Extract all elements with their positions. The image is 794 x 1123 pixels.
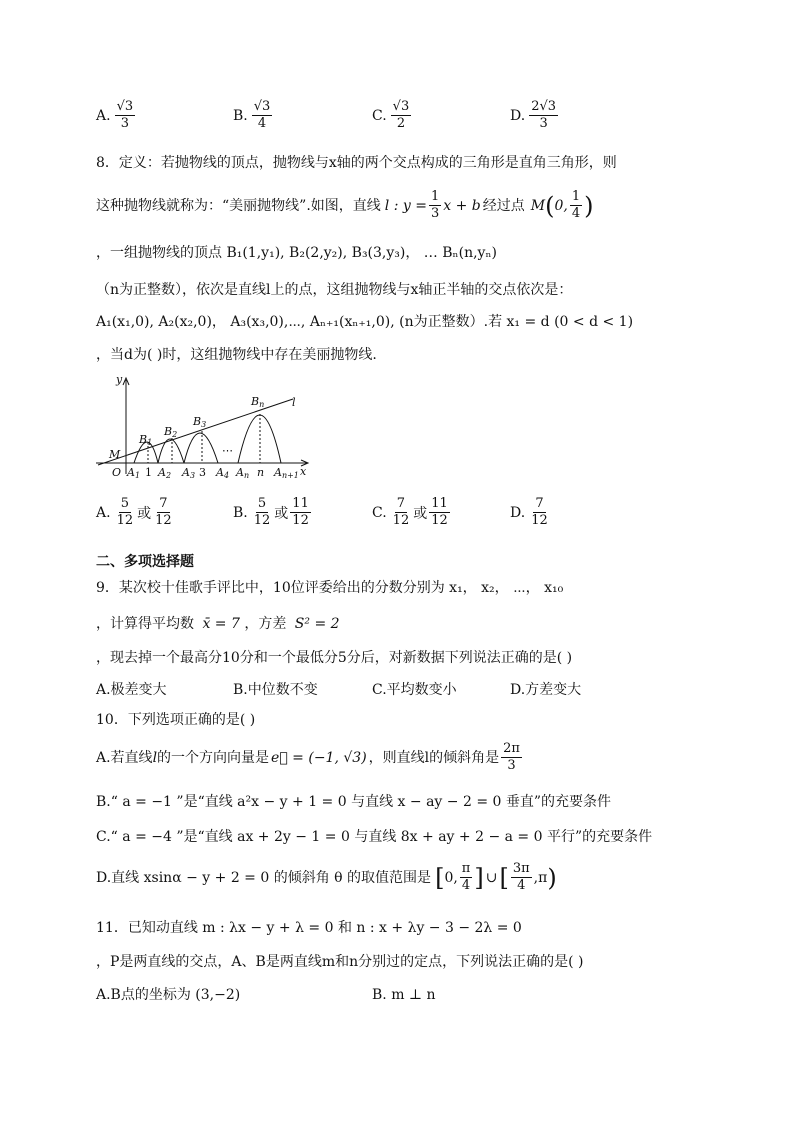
q8-line4: （n为正整数），依次是直线l上的点，这组抛物线与x轴正半轴的交点依次是： xyxy=(96,282,573,298)
q9-line3: ，现去掉一个最高分10分和一个最低分5分后，对新数据下列说法正确的是( ) xyxy=(96,650,573,666)
variance-expr: S² = 2 xyxy=(294,616,340,632)
option-label: D. xyxy=(510,107,526,124)
denominator: 12 xyxy=(431,513,448,528)
option-label: D. xyxy=(510,504,526,521)
label-O: O xyxy=(112,466,122,479)
label-Bn: Bn xyxy=(251,395,265,409)
q8-options xyxy=(96,497,716,537)
q9-option-a: A.极差变大 xyxy=(96,682,167,698)
option-label: B. xyxy=(233,504,248,521)
fraction xyxy=(290,497,311,528)
fraction xyxy=(252,497,273,528)
fraction xyxy=(391,100,412,131)
point-x: 0, xyxy=(554,197,568,214)
point-label: M xyxy=(530,197,546,214)
text: ,π xyxy=(533,869,548,886)
numerator: 1 xyxy=(430,189,440,204)
numerator: 7 xyxy=(396,496,406,511)
or-text: 或 xyxy=(274,505,289,522)
numerator: 11 xyxy=(431,496,448,511)
denominator: 12 xyxy=(292,513,309,528)
numerator: √3 xyxy=(116,99,134,114)
numerator: π xyxy=(461,861,471,876)
denominator: 4 xyxy=(461,878,471,893)
option-label: A. xyxy=(96,107,111,124)
q9-option-b: B.中位数不变 xyxy=(233,682,318,698)
denominator: 3 xyxy=(507,758,516,773)
text: ，则直线l的倾斜角是 xyxy=(368,749,500,766)
q11-option-a: A.B点的坐标为 (3,−2) xyxy=(96,987,241,1003)
q8-option-c xyxy=(372,497,452,528)
q11-line1: 11．已知动直线 m : λx − y + λ = 0 和 n : x + λy − 3 − 2λ = 0 xyxy=(96,920,522,936)
denominator: 3 xyxy=(120,116,129,131)
mean-expr: x̄ = 7 xyxy=(202,616,240,632)
q8-line6: ，当d为( )时，这组抛物线中存在美丽抛物线. xyxy=(96,347,377,363)
q9-line2 xyxy=(96,614,340,634)
q9-option-c: C.平均数变小 xyxy=(372,682,457,698)
denominator: 3 xyxy=(539,116,548,131)
numerator: 11 xyxy=(292,496,309,511)
denominator: 2 xyxy=(396,116,406,131)
text: D.直线 xsinα − y + 2 = 0 的倾斜角 θ 的取值范围是 xyxy=(96,869,432,886)
q10-option-a xyxy=(96,742,524,773)
bracket: ) xyxy=(547,863,557,892)
option-label: C. xyxy=(372,504,387,521)
text: 的一个方向向量是 xyxy=(157,749,270,766)
fraction xyxy=(252,100,273,131)
fraction xyxy=(460,862,473,893)
label-l: l xyxy=(292,396,296,409)
numerator: 1 xyxy=(571,189,581,204)
option-label: B. xyxy=(233,107,248,124)
q10-stem: 10．下列选项正确的是( ) xyxy=(96,712,256,728)
or-text: 或 xyxy=(137,505,152,522)
label-3: 3 xyxy=(199,466,206,479)
denominator: 3 xyxy=(430,206,440,221)
label-An1: An+1 xyxy=(274,466,299,480)
q8-option-d xyxy=(510,497,552,528)
q8-line5: A₁(x₁,0), A₂(x₂,0)， A₃(x₃,0),⋯, Aₙ₊₁(xₙ₊₁,0), (n为正整数）.若 x₁ = d (0 < d < 1) xyxy=(96,314,634,330)
label-B2: B2 xyxy=(164,425,178,439)
label-B3: B3 xyxy=(193,415,207,429)
q8-line2 xyxy=(96,190,593,221)
text: 0, xyxy=(444,869,458,886)
q8-line1: 8．定义：若抛物线的顶点，抛物线与x轴的两个交点构成的三角形是直角三角形，则 xyxy=(96,155,617,171)
label-An: An xyxy=(236,466,250,480)
q7-option-a xyxy=(96,100,137,131)
text: ，方差 xyxy=(244,616,287,632)
numerator: 5 xyxy=(257,496,267,511)
text: A.若直线 xyxy=(96,749,153,766)
parabola-2 xyxy=(158,439,184,463)
denominator: 4 xyxy=(257,116,267,131)
text: 这种抛物线就称为：“美丽抛物线”.如图，直线 xyxy=(96,197,381,214)
fraction xyxy=(570,190,582,221)
label-A2: A2 xyxy=(158,466,172,480)
fraction xyxy=(501,742,522,773)
label-M: M xyxy=(109,448,121,461)
denominator: 12 xyxy=(155,513,172,528)
text: 经过点 xyxy=(482,197,525,214)
numerator: 7 xyxy=(159,496,168,511)
paren-right: ) xyxy=(584,191,594,220)
q11-option-b: B. m ⊥ n xyxy=(372,987,436,1003)
fraction xyxy=(429,190,441,221)
paren-left: ( xyxy=(545,191,555,220)
parabola-figure xyxy=(96,372,322,490)
equation: l : y = xyxy=(384,197,427,214)
numerator: 3π xyxy=(512,861,530,876)
fraction xyxy=(115,497,136,528)
q9-options xyxy=(96,679,716,699)
q10-option-b: B.“ a = −1 ”是“直线 a²x − y + 1 = 0 与直线 x − ay − 2 = 0 垂直”的充要条件 xyxy=(96,794,612,810)
fraction xyxy=(511,862,532,893)
label-x: x xyxy=(300,465,307,478)
q9-option-d: D.方差变大 xyxy=(510,682,582,698)
denominator: 12 xyxy=(392,513,410,528)
bracket: ] xyxy=(474,863,484,892)
bracket: [ xyxy=(499,863,509,892)
q8-option-b xyxy=(233,497,313,528)
text: ，计算得平均数 xyxy=(96,616,194,632)
fraction xyxy=(115,100,136,131)
q9-line1: 9．某次校十佳歌手评比中，10位评委给出的分数分别为 x₁， x₂， ⋯， x₁₀ xyxy=(96,580,564,596)
denominator: 4 xyxy=(517,878,526,893)
label-n: n xyxy=(257,466,265,479)
label-A1: A1 xyxy=(127,466,141,480)
q10-option-d xyxy=(96,862,557,893)
denominator: 4 xyxy=(571,206,581,221)
fraction xyxy=(529,100,558,131)
fraction xyxy=(529,497,550,528)
q7-options xyxy=(96,100,716,140)
denominator: 12 xyxy=(531,513,548,528)
or-text: 或 xyxy=(413,505,428,522)
fraction xyxy=(153,497,174,528)
label-B1: B1 xyxy=(139,433,153,447)
q8-option-a xyxy=(96,497,176,528)
denominator: 12 xyxy=(253,513,271,528)
q7-option-b xyxy=(233,100,274,131)
numerator: 7 xyxy=(535,496,544,511)
parabola-3 xyxy=(184,433,218,463)
label-A4: A4 xyxy=(216,466,230,480)
option-label: C. xyxy=(372,107,387,124)
q7-option-c xyxy=(372,100,413,131)
numerator: 2√3 xyxy=(531,99,557,114)
fraction xyxy=(391,497,412,528)
vector-expr: e⃗ = (−1, √3) xyxy=(271,749,367,766)
label-dots: ⋯ xyxy=(222,444,233,457)
denominator: 12 xyxy=(116,513,134,528)
option-label: A. xyxy=(96,504,111,521)
union-symbol: ∪ xyxy=(485,869,498,886)
q10-option-c: C.“ a = −4 ”是“直线 ax + 2y − 1 = 0 与直线 8x + ay + 2 − a = 0 平行”的充要条件 xyxy=(96,829,653,845)
label-1: 1 xyxy=(145,466,152,479)
q11-line2: ，P是两直线的交点，A、B是两直线m和n分别过的定点，下列说法正确的是( ) xyxy=(96,954,584,970)
section-heading: 二、多项选择题 xyxy=(96,554,194,570)
label-y: y xyxy=(116,373,123,386)
q7-option-d xyxy=(510,100,560,131)
numerator: √3 xyxy=(253,99,271,114)
numerator: √3 xyxy=(392,99,410,114)
equation-tail: x + b xyxy=(443,197,481,214)
label-A3: A3 xyxy=(182,466,196,480)
q8-line3: ，一组抛物线的顶点 B₁(1,y₁), B₂(2,y₂), B₃(3,y₃)， … Bₙ(n,yₙ) xyxy=(96,245,497,261)
bracket: [ xyxy=(435,863,445,892)
numerator: 5 xyxy=(120,496,129,511)
line-symbol: l xyxy=(152,749,158,766)
fraction xyxy=(429,497,450,528)
numerator: 2π xyxy=(503,741,520,756)
